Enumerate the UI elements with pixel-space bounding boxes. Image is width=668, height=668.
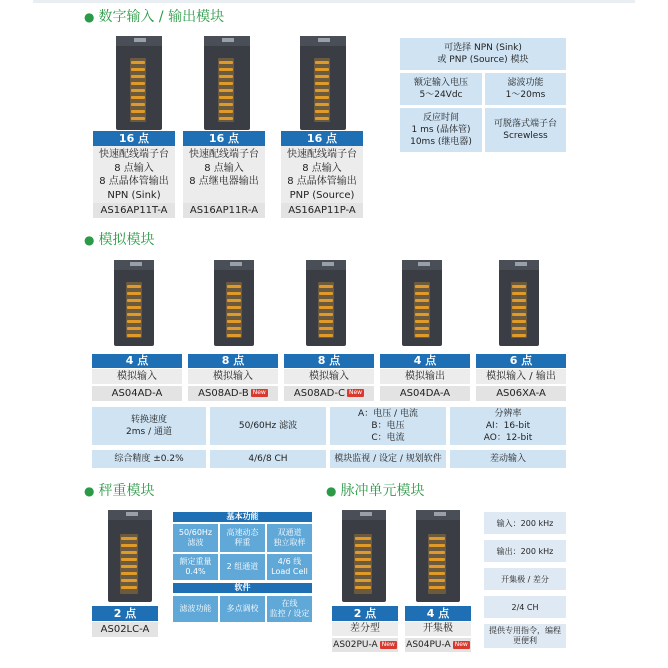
terminal-pin bbox=[219, 117, 233, 120]
software-cell-online bbox=[267, 596, 312, 622]
terminal-pin bbox=[219, 82, 233, 85]
terminal-pin bbox=[127, 320, 141, 323]
terminal-pin bbox=[315, 103, 329, 106]
terminal-pin bbox=[227, 313, 241, 316]
terminal-pin bbox=[512, 313, 526, 316]
terminal-block bbox=[126, 282, 142, 338]
terminal-pin bbox=[227, 327, 241, 330]
bullet-icon: ● bbox=[84, 233, 95, 247]
feature-line: 1 ms (晶体管) bbox=[411, 124, 471, 135]
terminal-pin bbox=[415, 320, 429, 323]
module-image-as16ap11r bbox=[204, 36, 250, 130]
terminal-pin bbox=[227, 306, 241, 309]
analog-card-3-model: AS08AD-C bbox=[293, 388, 345, 399]
terminal-pin bbox=[315, 82, 329, 85]
desc-line: 8 点晶体管输出 bbox=[99, 176, 169, 187]
terminal-pin bbox=[319, 320, 333, 323]
terminal-pin bbox=[127, 306, 141, 309]
terminal-pin bbox=[127, 334, 141, 337]
new-badge: New bbox=[348, 389, 363, 396]
analog-feature-software: 模块监视 / 设定 / 规划软件 bbox=[330, 450, 446, 468]
feature-line: C：电流 bbox=[371, 433, 405, 444]
analog-feature-resolution bbox=[450, 407, 566, 445]
analog-card-5-model: AS06XA-A bbox=[476, 386, 566, 401]
basic-cell-dynamic bbox=[220, 524, 265, 552]
digital-card-3-model: AS16AP11P-A bbox=[281, 203, 363, 218]
terminal-pin bbox=[127, 327, 141, 330]
desc-line: 8 点输入 bbox=[204, 162, 244, 174]
terminal-pin bbox=[127, 285, 141, 288]
cell-line: 秤重 bbox=[234, 538, 251, 547]
analog-card-4-type: 模拟输出 bbox=[380, 369, 470, 384]
terminal-pin bbox=[355, 558, 371, 561]
cell-line: 额定重量 bbox=[179, 556, 212, 566]
cell-line: 4/6 线 bbox=[277, 556, 302, 566]
feature-line: AO：12-bit bbox=[483, 433, 533, 444]
analog-card-5-type: 模拟输入 / 输出 bbox=[476, 369, 566, 384]
feature-line: 或 PNP (Source) 模块 bbox=[437, 55, 529, 65]
feature-line: 分辨率 bbox=[494, 408, 522, 419]
analog-card-4-model: AS04DA-A bbox=[380, 386, 470, 401]
terminal-pin bbox=[315, 75, 329, 78]
terminal-pin bbox=[219, 61, 233, 64]
desc-line: 8 点晶体管输出 bbox=[287, 176, 357, 187]
terminal-pin bbox=[415, 306, 429, 309]
feature-terminal bbox=[485, 108, 566, 152]
terminal-pin bbox=[315, 117, 329, 120]
feature-line: 可脱落式端子台 bbox=[493, 118, 557, 129]
feature-line: AI：16-bit bbox=[485, 420, 531, 431]
terminal-pin bbox=[415, 334, 429, 337]
terminal-pin bbox=[512, 299, 526, 302]
feature-line: 转换速度 bbox=[130, 414, 167, 425]
terminal-pin bbox=[319, 327, 333, 330]
terminal-pin bbox=[121, 551, 137, 554]
digital-card-2-model: AS16AP11R-A bbox=[183, 203, 265, 218]
cell-line: 滤波 bbox=[187, 538, 204, 547]
feature-line: 额定输入电压 bbox=[413, 77, 468, 88]
feature-line: 反应时间 bbox=[422, 112, 459, 123]
terminal-pin bbox=[355, 565, 371, 568]
cell-line: Load Cell bbox=[271, 567, 308, 576]
terminal-block bbox=[130, 58, 146, 122]
digital-card-3-points: 16 点 bbox=[281, 131, 363, 146]
terminal-pin bbox=[512, 292, 526, 295]
terminal-pin bbox=[131, 103, 145, 106]
feature-line: B：电压 bbox=[371, 420, 405, 431]
feature-selectable bbox=[400, 38, 566, 70]
terminal-pin bbox=[131, 82, 145, 85]
pulse-card-1-model-cell bbox=[332, 638, 398, 652]
new-badge: New bbox=[381, 640, 395, 648]
basic-cell-two-groups: 2 组通道 bbox=[220, 554, 265, 580]
terminal-pin bbox=[415, 292, 429, 295]
terminal-pin bbox=[131, 75, 145, 78]
cell-line: 监控 / 设定 bbox=[269, 609, 310, 618]
module-image-as02pu bbox=[342, 510, 386, 602]
terminal-block bbox=[354, 534, 372, 594]
digital-card-3-desc bbox=[281, 146, 363, 203]
terminal-block bbox=[218, 58, 234, 122]
cell-line: 0.4% bbox=[185, 567, 206, 576]
terminal-pin bbox=[429, 551, 445, 554]
terminal-pin bbox=[131, 89, 145, 92]
module-image-as08adb bbox=[214, 260, 254, 346]
terminal-pin bbox=[429, 558, 445, 561]
module-image-as08adc bbox=[306, 260, 346, 346]
digital-card-2-desc bbox=[183, 146, 265, 203]
pulse-feature-output: 输出：200 kHz bbox=[484, 540, 566, 562]
pulse-title-text: 脉冲单元模块 bbox=[340, 483, 425, 499]
terminal-pin bbox=[319, 334, 333, 337]
terminal-pin bbox=[512, 320, 526, 323]
terminal-pin bbox=[121, 572, 137, 575]
module-image-as02lc bbox=[108, 510, 152, 602]
analog-title-text: 模拟模块 bbox=[98, 232, 155, 248]
terminal-pin bbox=[121, 579, 137, 582]
feature-voltage bbox=[400, 73, 482, 105]
digital-title-text: 数字输入 / 输出模块 bbox=[98, 9, 225, 25]
analog-card-2-type: 模拟输入 bbox=[188, 369, 278, 384]
terminal-pin bbox=[127, 313, 141, 316]
terminal-pin bbox=[355, 579, 371, 582]
module-image-as04pu bbox=[416, 510, 460, 602]
desc-line: 快速配线端子台 bbox=[189, 149, 259, 160]
terminal-pin bbox=[319, 299, 333, 302]
module-image-as04da bbox=[402, 260, 442, 346]
terminal-pin bbox=[227, 292, 241, 295]
terminal-block bbox=[120, 534, 138, 594]
analog-card-3-type: 模拟输入 bbox=[284, 369, 374, 384]
terminal-pin bbox=[121, 537, 137, 540]
terminal-pin bbox=[127, 299, 141, 302]
terminal-pin bbox=[319, 306, 333, 309]
feature-response bbox=[400, 108, 482, 152]
terminal-pin bbox=[131, 110, 145, 113]
terminal-pin bbox=[315, 68, 329, 71]
terminal-block bbox=[428, 534, 446, 594]
top-divider bbox=[33, 0, 635, 3]
analog-feature-signal bbox=[330, 407, 446, 445]
basic-cell-load-cell bbox=[267, 554, 312, 580]
pulse-feature-type: 开集极 / 差分 bbox=[484, 568, 566, 590]
desc-line: 8 点输入 bbox=[114, 162, 154, 174]
new-badge: New bbox=[454, 640, 468, 648]
terminal-pin bbox=[512, 327, 526, 330]
terminal-pin bbox=[219, 75, 233, 78]
digital-card-1-model: AS16AP11T-A bbox=[93, 203, 175, 218]
terminal-pin bbox=[227, 285, 241, 288]
terminal-pin bbox=[355, 551, 371, 554]
terminal-pin bbox=[315, 61, 329, 64]
terminal-pin bbox=[429, 586, 445, 589]
terminal-pin bbox=[319, 292, 333, 295]
pulse-card-2-type: 开集极 bbox=[405, 622, 471, 636]
pulse-feature-input: 输入：200 kHz bbox=[484, 512, 566, 534]
analog-card-1-model: AS04AD-A bbox=[92, 386, 182, 401]
terminal-pin bbox=[319, 285, 333, 288]
terminal-pin bbox=[315, 110, 329, 113]
desc-line: 快速配线端子台 bbox=[287, 149, 357, 160]
analog-card-2-model-cell bbox=[188, 386, 278, 401]
terminal-pin bbox=[429, 579, 445, 582]
feature-line: 可选择 NPN (Sink) bbox=[444, 42, 522, 53]
cell-line: 高速动态 bbox=[226, 527, 259, 537]
terminal-block bbox=[318, 282, 334, 338]
analog-card-1-points: 4 点 bbox=[92, 354, 182, 368]
weighing-model: AS02LC-A bbox=[92, 622, 158, 637]
desc-line: 快速配线端子台 bbox=[99, 149, 169, 160]
digital-card-2-points: 16 点 bbox=[183, 131, 265, 146]
pulse-card-1-type: 差分型 bbox=[332, 622, 398, 636]
terminal-block bbox=[314, 58, 330, 122]
analog-card-2-model: AS08AD-B bbox=[198, 388, 249, 399]
analog-card-3-points: 8 点 bbox=[284, 354, 374, 368]
terminal-pin bbox=[219, 89, 233, 92]
desc-line: NPN (Sink) bbox=[107, 189, 161, 201]
digital-section-title bbox=[84, 6, 224, 26]
terminal-pin bbox=[131, 68, 145, 71]
analog-section-title bbox=[84, 229, 154, 249]
analog-card-5-points: 6 点 bbox=[476, 354, 566, 368]
basic-cell-rated-weight bbox=[173, 554, 218, 580]
terminal-pin bbox=[355, 572, 371, 575]
desc-line: 8 点继电器输出 bbox=[189, 176, 259, 187]
analog-feature-diff: 差动输入 bbox=[450, 450, 566, 468]
terminal-pin bbox=[131, 61, 145, 64]
terminal-pin bbox=[429, 537, 445, 540]
terminal-pin bbox=[315, 96, 329, 99]
terminal-pin bbox=[355, 544, 371, 547]
feature-filter bbox=[485, 73, 566, 105]
terminal-pin bbox=[355, 586, 371, 589]
terminal-pin bbox=[227, 320, 241, 323]
feature-line: 5～24Vdc bbox=[419, 90, 463, 100]
digital-card-1-desc bbox=[93, 146, 175, 203]
terminal-pin bbox=[512, 285, 526, 288]
software-header: 软件 bbox=[173, 583, 312, 593]
terminal-pin bbox=[429, 565, 445, 568]
software-cell-filter: 滤波功能 bbox=[173, 596, 218, 622]
terminal-pin bbox=[219, 110, 233, 113]
terminal-pin bbox=[121, 565, 137, 568]
analog-feature-ch: 4/6/8 CH bbox=[210, 450, 326, 468]
pulse-card-1-model: AS02PU-A bbox=[333, 640, 378, 650]
terminal-pin bbox=[415, 285, 429, 288]
terminal-pin bbox=[219, 68, 233, 71]
pulse-section-title bbox=[326, 480, 424, 500]
terminal-pin bbox=[355, 537, 371, 540]
feature-line: 10ms (继电器) bbox=[410, 137, 472, 148]
terminal-pin bbox=[512, 334, 526, 337]
desc-line: PNP (Source) bbox=[289, 189, 355, 201]
pulse-card-1-points: 2 点 bbox=[332, 606, 398, 621]
terminal-pin bbox=[429, 544, 445, 547]
terminal-pin bbox=[227, 334, 241, 337]
basic-function-header: 基本功能 bbox=[173, 512, 312, 522]
terminal-pin bbox=[121, 558, 137, 561]
desc-line: 8 点输入 bbox=[302, 162, 342, 174]
new-badge: New bbox=[252, 389, 266, 396]
weighing-title-text: 秤重模块 bbox=[98, 483, 155, 499]
bullet-icon: ● bbox=[84, 10, 95, 24]
feature-line: Screwless bbox=[503, 131, 548, 141]
terminal-pin bbox=[131, 96, 145, 99]
analog-feature-accuracy: 综合精度 ±0.2% bbox=[92, 450, 206, 468]
weighing-section-title bbox=[84, 480, 154, 500]
feature-line: 滤波功能 bbox=[507, 77, 544, 88]
analog-card-2-points: 8 点 bbox=[188, 354, 278, 368]
terminal-pin bbox=[512, 306, 526, 309]
terminal-pin bbox=[227, 299, 241, 302]
pulse-feature-instruction: 提供专用指令，编程更便利 bbox=[484, 624, 566, 648]
analog-card-1-type: 模拟输入 bbox=[92, 369, 182, 384]
terminal-pin bbox=[415, 313, 429, 316]
bullet-icon: ● bbox=[84, 484, 95, 498]
terminal-pin bbox=[131, 117, 145, 120]
analog-feature-hz: 50/60Hz 滤波 bbox=[210, 407, 326, 445]
terminal-pin bbox=[219, 96, 233, 99]
terminal-pin bbox=[121, 586, 137, 589]
basic-cell-dual-channel bbox=[267, 524, 312, 552]
terminal-pin bbox=[315, 89, 329, 92]
feature-line: 1～20ms bbox=[505, 90, 546, 100]
pulse-feature-ch: 2/4 CH bbox=[484, 596, 566, 618]
feature-line: 2ms / 通道 bbox=[126, 427, 172, 437]
terminal-pin bbox=[219, 103, 233, 106]
analog-feature-speed bbox=[92, 407, 206, 445]
pulse-card-2-model: AS04PU-A bbox=[406, 640, 451, 650]
cell-line: 50/60Hz bbox=[178, 527, 213, 537]
cell-line: 双通道 bbox=[277, 527, 302, 537]
digital-card-1-points: 16 点 bbox=[93, 131, 175, 146]
terminal-pin bbox=[415, 299, 429, 302]
terminal-pin bbox=[121, 544, 137, 547]
pulse-card-2-points: 4 点 bbox=[405, 606, 471, 621]
terminal-block bbox=[226, 282, 242, 338]
terminal-block bbox=[414, 282, 430, 338]
terminal-pin bbox=[319, 313, 333, 316]
terminal-block bbox=[511, 282, 527, 338]
terminal-pin bbox=[127, 292, 141, 295]
terminal-pin bbox=[429, 572, 445, 575]
module-image-as06xa bbox=[499, 260, 539, 346]
weighing-points: 2 点 bbox=[92, 606, 158, 621]
analog-card-3-model-cell bbox=[284, 386, 374, 401]
module-image-as04ad bbox=[114, 260, 154, 346]
cell-line: 在线 bbox=[281, 598, 298, 608]
module-image-as16ap11p bbox=[300, 36, 346, 130]
analog-card-4-points: 4 点 bbox=[380, 354, 470, 368]
bullet-icon: ● bbox=[326, 484, 337, 498]
cell-line: 独立取样 bbox=[273, 538, 306, 547]
terminal-pin bbox=[415, 327, 429, 330]
module-image-as16ap11t bbox=[116, 36, 162, 130]
pulse-card-2-model-cell bbox=[405, 638, 471, 652]
feature-line: A：电压 / 电流 bbox=[358, 408, 418, 419]
basic-cell-filter bbox=[173, 524, 218, 552]
software-cell-calibration: 多点调校 bbox=[220, 596, 265, 622]
